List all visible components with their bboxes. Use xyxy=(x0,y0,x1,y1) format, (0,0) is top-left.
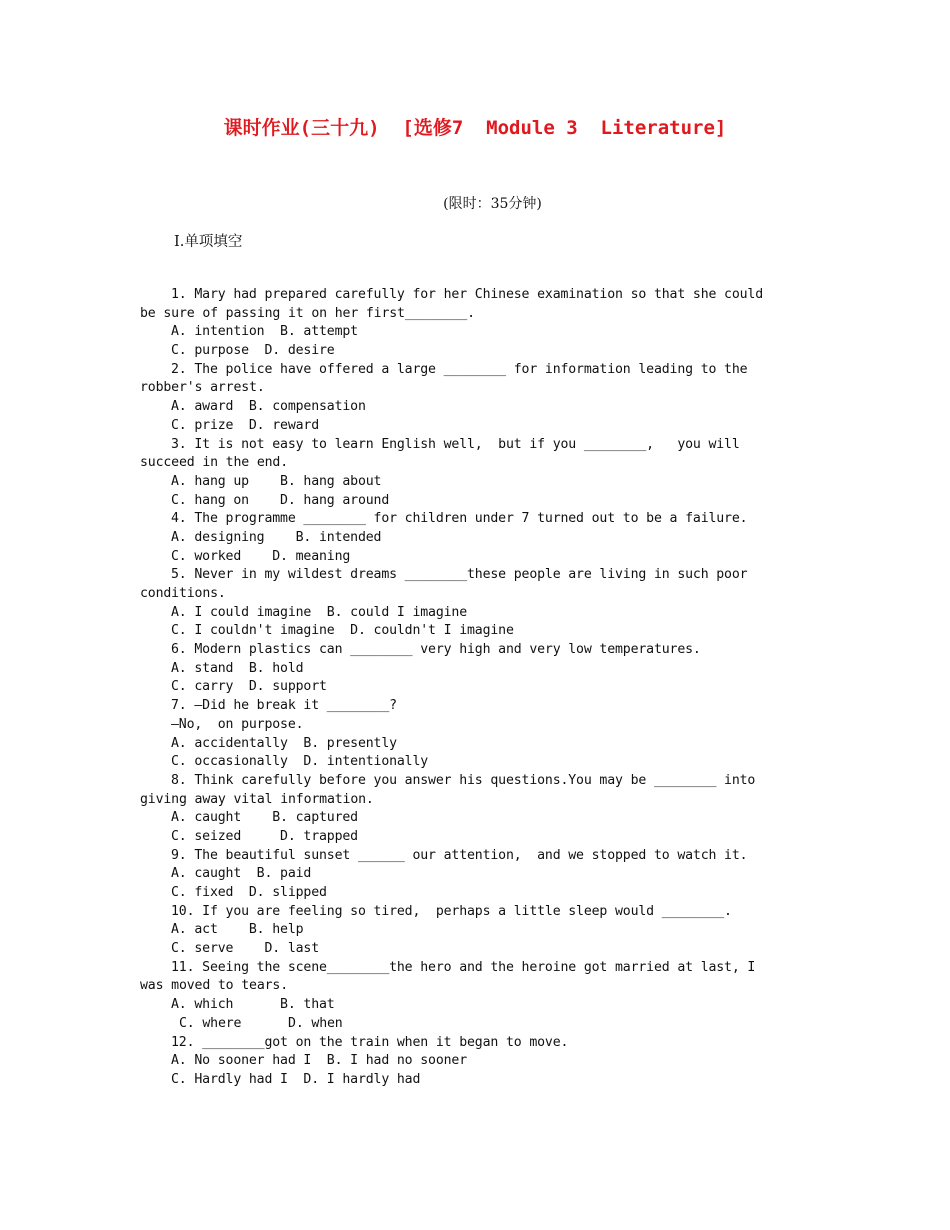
question-4-options-cd: C. worked D. meaning xyxy=(171,548,351,564)
question-10-stem: 10. If you are feeling so tired, perhaps a little sleep would ________. xyxy=(171,903,732,919)
question-11-stem-cont: was moved to tears. xyxy=(140,978,289,994)
question-5-stem: 5. Never in my wildest dreams ________these people are living in such poor xyxy=(171,567,748,583)
question-6-options-ab: A. stand B. hold xyxy=(171,660,304,676)
question-6-stem: 6. Modern plastics can ________ very high and very low temperatures. xyxy=(171,642,701,658)
question-9-options-ab: A. caught B. paid xyxy=(171,866,312,882)
question-10-options-cd: C. serve D. last xyxy=(171,941,320,957)
question-1-options-cd: C. purpose D. desire xyxy=(171,343,335,359)
question-8-stem: 8. Think carefully before you answer his questions.You may be ________ into xyxy=(171,772,756,788)
question-1-stem-cont: be sure of passing it on her first________. xyxy=(140,305,475,321)
time-limit: (限时：35分钟) xyxy=(443,196,542,212)
question-8-options-ab: A. caught B. captured xyxy=(171,810,358,826)
question-12-options-ab: A. No sooner had I B. I had no sooner xyxy=(171,1053,468,1069)
question-10-options-ab: A. act B. help xyxy=(171,922,304,938)
question-6-options-cd: C. carry D. support xyxy=(171,679,327,695)
question-4-stem: 4. The programme ________ for children under 7 turned out to be a failure. xyxy=(171,511,748,527)
question-3-options-ab: A. hang up B. hang about xyxy=(171,473,382,489)
question-list xyxy=(140,286,820,1090)
section-heading: Ⅰ.单项填空 xyxy=(174,234,243,250)
question-7-options-cd: C. occasionally D. intentionally xyxy=(171,754,429,770)
question-3-options-cd: C. hang on D. hang around xyxy=(171,492,390,508)
question-1-options-ab: A. intention B. attempt xyxy=(171,324,358,340)
question-2-options-cd: C. prize D. reward xyxy=(171,417,320,433)
question-5-stem-cont: conditions. xyxy=(140,586,226,601)
question-9-stem: 9. The beautiful sunset ______ our attention, and we stopped to watch it. xyxy=(171,847,748,863)
question-12-stem: 12. ________got on the train when it began to move. xyxy=(171,1034,569,1050)
question-3-stem: 3. It is not easy to learn English well, but if you ________, you will xyxy=(171,436,740,452)
question-9-options-cd: C. fixed D. slipped xyxy=(171,885,327,900)
page-title: 课时作业(三十九) [选修7 Module 3 Literature] xyxy=(223,117,727,139)
question-11-stem: 11. Seeing the scene________the hero and the heroine got married at last, I xyxy=(171,959,756,975)
question-7-stem-cont: —No, on purpose. xyxy=(171,716,304,732)
question-1-stem: 1. Mary had prepared carefully for her Chinese examination so that she could xyxy=(171,287,764,302)
question-2-options-ab: A. award B. compensation xyxy=(171,399,366,415)
question-8-options-cd: C. seized D. trapped xyxy=(171,828,358,844)
question-11-options-cd: C. where D. when xyxy=(179,1015,343,1031)
question-3-stem-cont: succeed in the end. xyxy=(140,455,289,471)
question-5-options-ab: A. I could imagine B. could I imagine xyxy=(171,604,468,620)
question-7-stem: 7. —Did he break it ________? xyxy=(171,698,397,714)
question-11-options-ab: A. which B. that xyxy=(171,997,335,1013)
question-12-options-cd: C. Hardly had I D. I hardly had xyxy=(171,1071,421,1087)
question-2-stem-cont: robber's arrest. xyxy=(140,380,265,396)
question-2-stem: 2. The police have offered a large ________ for information leading to the xyxy=(171,361,748,377)
question-7-options-ab: A. accidentally B. presently xyxy=(171,735,397,751)
question-5-options-cd: C. I couldn't imagine D. couldn't I imagine xyxy=(171,623,514,639)
question-8-stem-cont: giving away vital information. xyxy=(140,791,374,807)
question-4-options-ab: A. designing B. intended xyxy=(171,529,382,545)
